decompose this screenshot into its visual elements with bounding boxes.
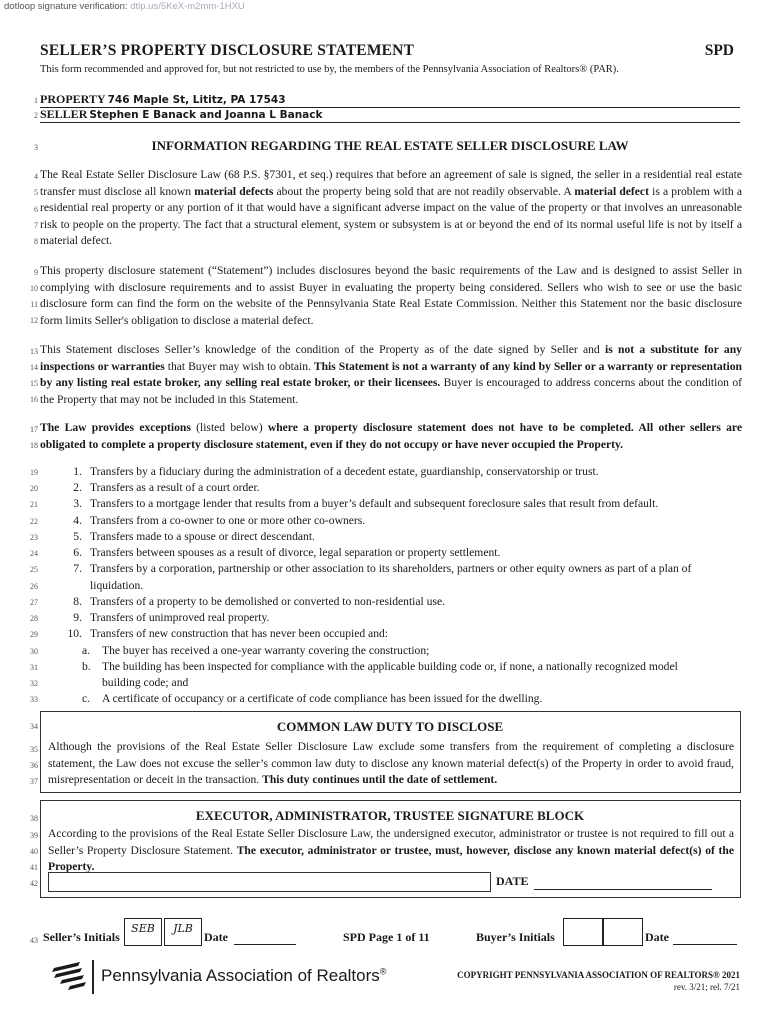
text-run-bold: is not a substitute for any inspections or warranties [40,343,742,373]
line-number: 17 [30,425,38,434]
property-field [40,92,740,108]
line-number: 13 [30,347,38,356]
section-heading-common-law: COMMON LAW DUTY TO DISCLOSE [276,719,504,734]
list-item [56,610,746,626]
seller-initial-signature: SEB [131,922,155,935]
executor-date-field[interactable] [534,889,712,890]
line-number: 12 [30,316,38,325]
seller-label: SELLER [40,107,88,121]
paragraph-statement-knowledge [40,342,742,408]
line-number: 38 [30,814,38,823]
paragraph-exceptions [40,420,742,453]
line-number: 37 [30,777,38,786]
page-total: 11 [418,930,430,944]
text-run: Buyer is encouraged to address concerns about the condition of the Property that may not be included in this Statement. [40,376,742,406]
item-number: 4. [73,514,82,527]
org-name-text: Pennsylvania Association of Realtors [101,966,380,985]
section-heading-executor: EXECUTOR, ADMINISTRATOR, TRUSTEE SIGNATURE BLOCK [195,808,585,823]
text-run-bold: The Law provides exceptions [40,421,191,434]
revision-note: rev. 3/21; rel. 7/21 [673,982,740,992]
line-number: 10 [30,284,38,293]
line-number: 36 [30,761,38,770]
seller-date-label: Date [204,930,228,944]
item-number: 10. [67,627,82,640]
text-run: According to the provisions of the Real Estate Seller Disclosure Law, the undersigned executor, administrator or trustee is not required to fill out a Seller’s Property Disclosure Statement. [48,827,734,857]
seller-initials-box-1[interactable] [124,918,162,946]
seller-field [40,107,740,123]
seller-initial-signature: JLB [173,922,193,935]
line-number: 28 [30,614,38,623]
item-text: The buyer has received a one-year warranty covering the construction; [102,644,430,657]
executor-date-label: DATE [496,874,529,888]
line-number: 7 [34,221,38,230]
text-run: This Statement discloses Seller’s knowledge of the condition of the Property as of the date signed by Seller and [40,343,605,356]
list-item [56,594,746,610]
item-number: 9. [73,611,82,624]
list-item [56,578,746,594]
sub-list-item [82,643,742,659]
line-number: 6 [34,205,38,214]
list-item [56,496,746,512]
text-run-bold: The executor, administrator or trustee, must, however, disclose any known material defect(s) of the Property. [48,843,734,873]
sub-list-item [82,659,742,675]
line-number: 14 [30,363,38,372]
org-mark: ® [379,966,387,977]
text-run: about the property being sold that are not readily observable. A [273,184,575,198]
buyer-initials-box-1[interactable] [563,918,603,946]
line-number: 18 [30,441,38,450]
item-number: 1. [73,465,82,478]
list-item [56,480,746,496]
line-number: 20 [30,484,38,493]
text-run-bold: material defects [194,184,274,198]
form-code: SPD [704,42,734,59]
item-letter: b. [82,660,91,673]
item-text: Transfers of new construction that has never been occupied and: [90,627,389,640]
line-number: 41 [30,863,38,872]
item-number: 8. [73,595,82,608]
buyer-date-field[interactable] [673,944,737,945]
line-number: 27 [30,598,38,607]
item-text: Transfers between spouses as a result of divorce, legal separation or property settlement. [90,546,501,559]
text-run-bold: where a property disclosure statement does not have to be completed. All other sellers are obligated to complete a property disclosure statement, even if they do not occupy or have never occupied the Property. [40,421,742,451]
item-text: Transfers of unimproved real property. [90,611,270,624]
executor-signature-field[interactable] [48,872,491,892]
line-number: 26 [30,582,38,591]
item-text: The building has been inspected for compliance with the applicable building code or, if none, a nationally recognized model [102,660,678,673]
line-number: 35 [30,745,38,754]
line-number: 40 [30,847,38,856]
line-number: 30 [30,647,38,656]
page-label: SPD Page 1 of [343,930,419,944]
line-number: 8 [34,237,38,246]
line-number: 23 [30,533,38,542]
item-text: Transfers by a fiduciary during the administration of a decedent estate, guardianship, conservatorship or trust. [90,465,599,478]
buyer-date-label: Date [645,930,669,944]
verification-link[interactable]: dtlp.us/5KeX-m2mm-1HXU [130,1,245,12]
line-number: 43 [30,936,38,945]
line-number: 24 [30,549,38,558]
item-number: 3. [73,497,82,510]
logo-divider [92,960,94,994]
line-number: 3 [34,143,38,152]
line-number: 33 [30,695,38,704]
form-subtitle: This form recommended and approved for, but not restricted to use by, the members of the Pennsylvania Association of Realtors® (PAR). [40,64,619,75]
text-run: is a problem with a residential real property or any portion of it that would have a significant adverse impact on the value of the property or that involves an unreasonable risk to people on the property. The fact that a structural element, system or subsystem is at or beyond the end of its normal useful life is not by itself a material defect. [40,184,742,247]
copyright-notice: COPYRIGHT PENNSYLVANIA ASSOCIATION OF REALTORS® 2021 [457,970,740,980]
line-number: 9 [34,268,38,277]
line-number: 31 [30,663,38,672]
text-run: Although the provisions of the Real Estate Seller Disclosure Law exclude some transfers from the requirement of completing a disclosure statement, the Law does not excuse the seller’s common law duty to disclose any known material defect(s) of the Property in order to avoid fraud, misrepresentation or deceit in the transaction. [48,740,734,786]
par-logo-icon [52,962,88,992]
item-text: building code; and [102,676,189,689]
sub-list-item [82,675,742,691]
paragraph-executor [48,826,734,876]
text-run: The Real Estate Seller Disclosure Law (68 P.S. §7301, et seq.) requires that before an agreement of sale is signed, the seller in a residential real estate transfer must disclose all known [40,168,742,198]
item-number: 6. [73,546,82,559]
text-run-bold: This Statement is not a warranty of any kind by Seller or a warranty or representation by any listing real estate broker, any selling real estate broker, or their licensees. [40,359,742,389]
buyer-initials-label: Buyer’s Initials [476,930,555,944]
text-run: (listed below) [190,421,268,434]
list-item [56,545,746,561]
list-item [56,513,746,529]
form-title: SELLER’S PROPERTY DISCLOSURE STATEMENT [40,42,415,59]
line-number: 32 [30,679,38,688]
line-number: 39 [30,831,38,840]
line-number: 21 [30,500,38,509]
line-number: 34 [30,722,38,731]
item-text: A certificate of occupancy or a certificate of code compliance has been issued for the dwelling. [102,692,543,705]
item-text: Transfers made to a spouse or direct descendant. [90,530,315,543]
org-name [101,966,386,986]
seller-initials-label: Seller’s Initials [43,930,120,944]
item-text: Transfers as a result of a court order. [90,481,260,494]
seller-initials-box-2[interactable] [164,918,202,946]
item-letter: a. [82,644,91,657]
text-run-bold: material defect [574,184,649,198]
item-text: Transfers of a property to be demolished or converted to non-residential use. [90,595,446,608]
list-item [56,561,746,577]
line-number: 5 [34,188,38,197]
seller-value[interactable]: Stephen E Banack and Joanna L Banack [89,109,323,121]
verification-label: dotloop signature verification: [4,1,128,12]
section-heading-disclosure-law: INFORMATION REGARDING THE REAL ESTATE SELLER DISCLOSURE LAW [151,138,629,153]
property-label: PROPERTY [40,92,106,106]
list-item [56,529,746,545]
line-number: 15 [30,379,38,388]
text-run: that Buyer may wish to obtain. [164,359,314,373]
item-number: 7. [73,562,82,575]
buyer-initials-box-2[interactable] [603,918,643,946]
line-number: 25 [30,565,38,574]
paragraph-statement-purpose: This property disclosure statement (“Statement”) includes disclosures beyond the basic requirements of the Law and is designed to assist Seller in complying with disclosure requirements and to assist Buyer in evaluating the property being considered. Sellers who wish to see or use the basic disclosure form can find the form on the website of the Pennsylvania State Real Estate Commission. Neither this Statement nor the basic disclosure form limits Seller's obligation to disclose a material defect. [40,264,742,327]
paragraph-law-intro [40,167,742,250]
item-text: liquidation. [90,579,144,592]
line-number: 29 [30,630,38,639]
item-letter: c. [82,692,91,705]
sub-list-item [82,691,742,707]
line-number: 1 [34,96,38,105]
line-number: 16 [30,395,38,404]
item-number: 5. [73,530,82,543]
line-number: 22 [30,517,38,526]
page-indicator [343,930,430,945]
line-number: 2 [34,111,38,120]
seller-date-field[interactable] [234,944,296,945]
paragraph-common-law [48,739,734,789]
dotloop-verification [4,1,245,12]
property-value[interactable]: 746 Maple St, Lititz, PA 17543 [107,94,286,106]
list-item [56,626,746,642]
text-run-bold: This duty continues until the date of settlement. [262,773,498,786]
list-item [56,464,746,480]
line-number: 42 [30,879,38,888]
line-number: 4 [34,172,38,181]
line-number: 11 [30,300,38,309]
item-text: Transfers from a co-owner to one or more other co-owners. [90,514,366,527]
item-text: Transfers to a mortgage lender that results from a buyer’s default and subsequent foreclosure sales that result from default. [90,497,659,510]
item-number: 2. [73,481,82,494]
line-number: 19 [30,468,38,477]
item-text: Transfers by a corporation, partnership or other association to its shareholders, partners or other equity owners as part of a plan of [90,562,692,575]
